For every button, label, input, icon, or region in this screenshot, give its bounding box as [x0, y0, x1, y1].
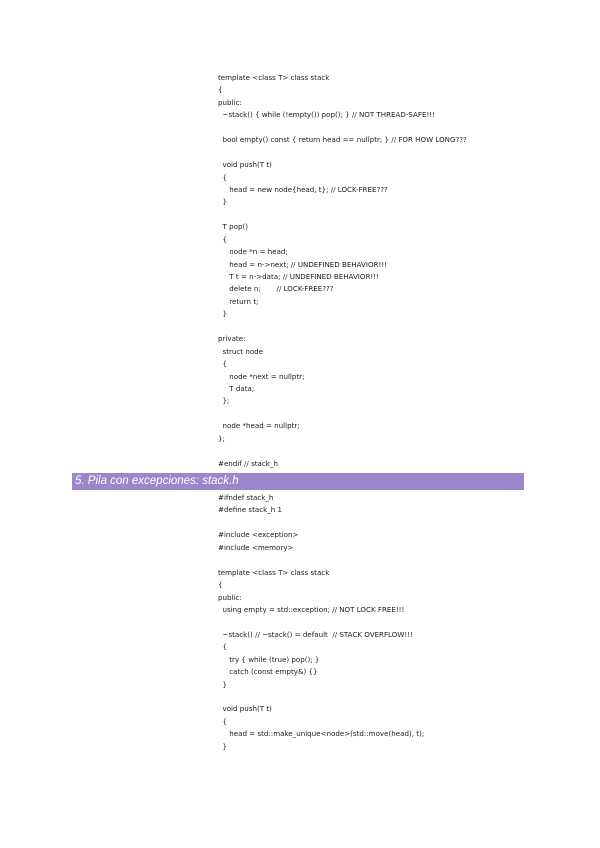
code-line: node *n = head;	[218, 247, 288, 257]
code-line: {	[218, 85, 223, 95]
code-line: void push(T t)	[218, 160, 272, 170]
code-line	[218, 209, 467, 221]
code-line: #endif // stack_h	[218, 458, 278, 468]
code-line: using empty = std::exception; // NOT LOCK FREE!!!	[218, 604, 405, 614]
code-line: template <class T> class stack	[218, 567, 330, 577]
code-line: {	[218, 359, 228, 369]
code-line	[218, 408, 467, 420]
section-title: 5. Pila con excepciones: stack.h	[75, 475, 239, 487]
code-line: private:	[218, 334, 246, 344]
code-line: {	[218, 642, 228, 652]
code-block-stack-lockfree	[218, 72, 467, 470]
code-line: return t;	[218, 296, 259, 306]
code-line: {	[218, 234, 228, 244]
code-line: {	[218, 580, 223, 590]
code-line: };	[218, 433, 225, 443]
code-line: try { while (true) pop(); }	[218, 654, 320, 664]
code-line	[218, 554, 424, 566]
code-line: public:	[218, 592, 242, 602]
code-line: head = n->next; // UNDEFINED BEHAVIOR!!!	[218, 259, 388, 269]
code-line	[218, 321, 467, 333]
code-line: head = new node{head, t}; // LOCK-FREE???	[218, 184, 388, 194]
code-line	[218, 147, 467, 159]
code-line: T t = n->data; // UNDEFINED BEHAVIOR!!!	[218, 272, 379, 281]
code-line: node *head = nullptr;	[218, 421, 300, 431]
code-line: head = std::make_unique<node>(std::move(head), t);	[218, 729, 425, 739]
code-line: }	[218, 197, 228, 207]
code-line: {	[218, 172, 228, 182]
code-line: bool empty() const { return head == nullptr; } // FOR HOW LONG???	[218, 135, 467, 145]
code-line	[218, 122, 467, 134]
code-line	[218, 445, 467, 457]
code-line: #ifndef stack_h	[218, 493, 274, 502]
code-line	[218, 517, 424, 529]
code-line: {	[218, 716, 228, 726]
code-line: #define stack_h 1	[218, 505, 283, 515]
code-line: delete n; // LOCK-FREE???	[218, 284, 334, 294]
code-line: void push(T t)	[218, 704, 272, 714]
code-line: struct node	[218, 346, 264, 356]
code-line: T data;	[218, 383, 255, 393]
code-line: }	[218, 309, 228, 319]
code-line: ~stack() { while (!empty()) pop(); } // NOT THREAD-SAFE!!!	[218, 110, 435, 120]
code-line	[218, 691, 424, 703]
section-header	[72, 473, 524, 490]
code-line: };	[218, 396, 230, 406]
code-line: node *next = nullptr;	[218, 371, 305, 381]
code-line: #include <memory>	[218, 542, 294, 552]
code-line: }	[218, 741, 228, 751]
code-line: }	[218, 679, 228, 689]
code-line: #include <exception>	[218, 530, 299, 540]
code-line: public:	[218, 97, 242, 107]
code-line	[218, 616, 424, 628]
code-block-stack-exceptions	[218, 492, 424, 753]
code-line: template <class T> class stack	[218, 73, 330, 82]
code-line: T pop()	[218, 222, 248, 232]
code-line: catch (const empty&) {}	[218, 667, 318, 677]
code-line: ~stack() // ~stack() = default // STACK OVERFLOW!!!	[218, 629, 413, 639]
